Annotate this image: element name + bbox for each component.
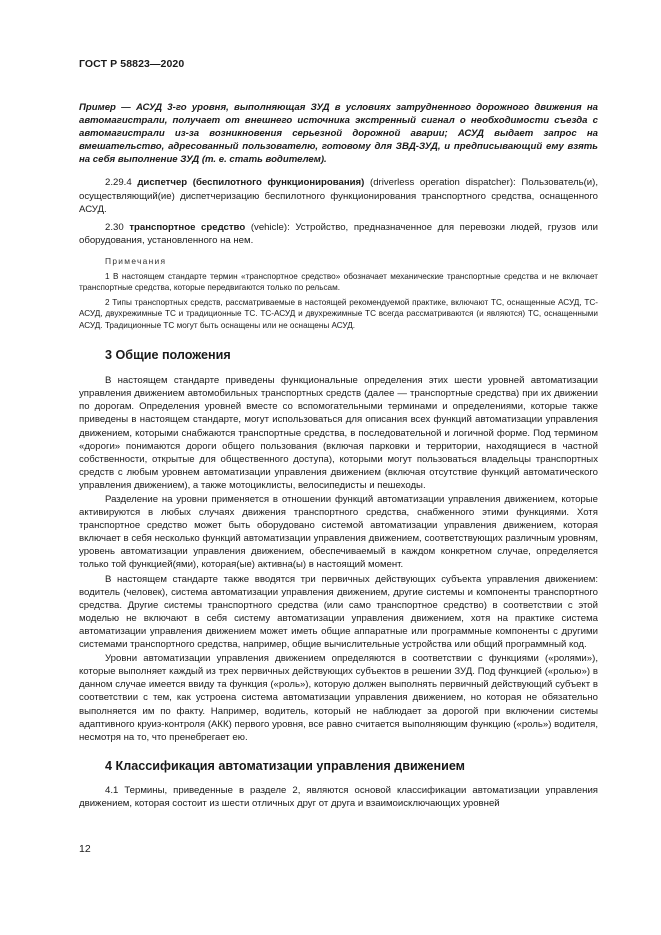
term-definition: (driverless operation dispatcher): Пользователь(и), осуществляющий(ие) диспетчеризацию беспилотного функционирования транспортного средства, оснащенного АСУД. (79, 177, 598, 215)
example-paragraph: Пример — АСУД 3-го уровня, выполняющая ЗУД в условиях затрудненного дорожного движения на автомагистрали, получает от внешнего источника экстренный сигнал о необходимости съезда с автомагистрали из-за возникновения серьезной дорожной аварии; АСУД выдает запрос на вмешательство, адресованный пользователю, готовому для ЗВД-ЗУД, и предписывающий ему взять на себя выполнение ЗУД (т. е. стать водителем). (79, 102, 598, 166)
page-number: 12 (79, 843, 91, 855)
section-4-title: 4 Классификация автоматизации управления движением (105, 758, 466, 773)
section-4-paragraph-1: 4.1 Термины, приведенные в разделе 2, являются основой классификации автоматизации управления движением, которая состоит из шести отличных друг от друга и взаимоисключающих уровней (79, 784, 598, 809)
document-header: ГОСТ Р 58823—2020 (79, 58, 185, 70)
term-entry-2-29-4 (79, 176, 598, 215)
notes-heading: Примечания (105, 255, 167, 266)
term-definition: (vehicle): Устройство, предназначенное для перевозки людей, грузов или оборудования, установленного на нем. (79, 221, 598, 246)
section-3-paragraph-3: В настоящем стандарте также вводятся три первичных действующих субъекта управления движением: водитель (человек), система автоматизации управления движением, другие системы и компоненты транспортного средства. Другие системы транспортного средства (или само транспортное средство) в соответствии с этой моделью не включают в себя систему автоматизации управления движением, хотя на практике система автоматизации управления движением может иметь общие аппаратные или программные компоненты с другими системами транспортного средства, например, общие вычислительные устройства или общий программный код. (79, 573, 598, 651)
note-2: 2 Типы транспортных средств, рассматриваемые в настоящей рекомендуемой практике, включают ТС, оснащенные АСУД, ТС-АСУД, двухрежимные ТС и традиционные ТС. ТС-АСУД и двухрежимные ТС всегда рассматриваются (и являются) ТС, оснащенными АСУД. Традиционные ТС могут быть оснащены или не оснащены АСУД. (79, 297, 598, 330)
document-body (79, 101, 598, 810)
section-3-paragraph-4: Уровни автоматизации управления движением определяются в соответствии с функциями («ролями»), которые выполняет каждый из трех первичных действующих субъектов в решении ЗУД. Под функцией («ролью») в данном случае имеется ввиду та функция («роль»), которую должен выполнять первичный действующий субъект в соответствии с тем, как устроена система автоматизации управления движением, но которая не обязательно выполняется им по факту. Например, водитель, который не наблюдает за дорогой при включении системы адаптивного круиз-контроля (АКК) первого уровня, все равно считается выполняющим функцию («роль») водителя, несмотря на то, что пренебрегает ею. (79, 653, 598, 743)
term-entry-2-30 (79, 221, 598, 247)
section-3-paragraph-2: Разделение на уровни применяется в отношении функций автоматизации управления движением, которые активируются в любых случаях движения транспортного средства, снабженного этими функциями. Хотя транспортное средство может быть оборудовано системой автоматизации управления движением, которая включает в себя несколько функций автоматизации управления движением, соответствующих различным уровням, уровень автоматизации управления движением, обеспечиваемый в каждом конкретном случае, определяется только той функцией(ями), которая(ые) активна(ы) в настоящий момент. (79, 494, 598, 571)
section-3-paragraph-1: В настоящем стандарте приведены функциональные определения этих шести уровней автоматизации управления движением автомобильных транспортных средств (далее — транспортные средства) при их движении по дорогам. Определения уровней вместе со вспомогательными терминами и определениями, которые также приведены в настоящем стандарте, могут использоваться для описания всех функций автоматизации управления движением, которыми снабжаются транспортные средства, в последовательной и логичной форме. Под термином «дороги» понимаются дороги общего пользования (включая парковки и территории, находящиеся в частной собственности, открытые для общественного доступа), которыми могут пользоваться владельцы транспортных средств с любым уровнем автоматизации управления движением (включая отсутствие функций автоматического управления движением), а также мотоциклисты, велосипедисты и пешеходы. (79, 375, 598, 491)
term-name: транспортное средство (129, 221, 246, 233)
term-number: 2.29.4 (105, 177, 132, 189)
note-1: 1 В настоящем стандарте термин «транспортное средство» обозначает механические транспортные средства и не включает транспортные средства, которые передвигаются только по рельсам. (79, 272, 598, 293)
section-3-title: 3 Общие положения (105, 348, 231, 363)
term-name: диспетчер (беспилотного функционирования) (137, 177, 365, 189)
term-number: 2.30 (105, 221, 124, 233)
